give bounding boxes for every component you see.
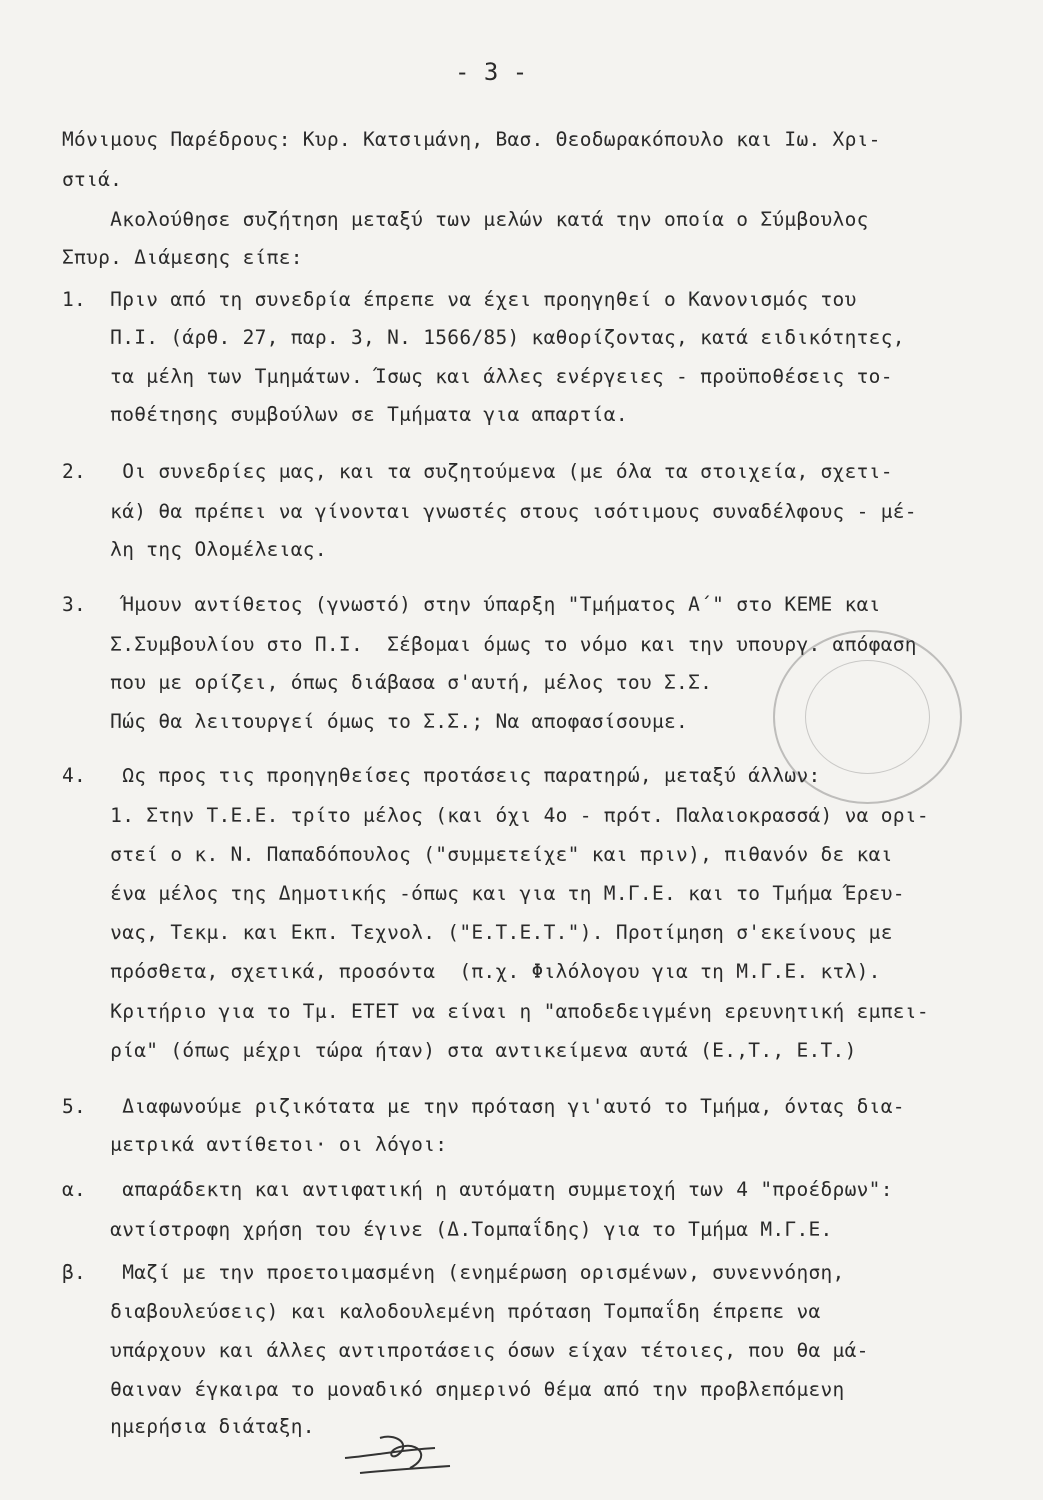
text-line: Π.Ι. (άρθ. 27, παρ. 3, Ν. 1566/85) καθορίζοντας, κατά ειδικότητες, xyxy=(62,326,905,349)
text-line: Ακολούθησε συζήτηση μεταξύ των μελών κατά την οποία ο Σύμβουλος xyxy=(62,208,869,231)
text-line: νας, Τεκμ. και Εκπ. Τεχνολ. ("Ε.Τ.Ε.Τ."). Προτίμηση σ'εκείνους με xyxy=(62,921,893,944)
official-stamp xyxy=(773,630,962,804)
text-line: Σ.Συμβουλίου στο Π.Ι. Σέβομαι όμως το νόμο και την υπουργ. απόφαση xyxy=(62,633,917,656)
text-line: Κριτήριο για το Τμ. ΕΤΕΤ να είναι η "αποδεδειγμένη ερευνητική εμπει- xyxy=(62,1000,929,1023)
text-line: ποθέτησης συμβούλων σε Τμήματα για απαρτία. xyxy=(62,403,628,426)
signature xyxy=(340,1428,460,1488)
text-line: ημερήσια διάταξη. xyxy=(62,1415,315,1438)
text-line: τα μέλη των Τμημάτων. Ίσως και άλλες ενέργειες - προϋποθέσεις το- xyxy=(62,365,893,388)
text-line: 2. Οι συνεδρίες μας, και τα συζητούμενα (με όλα τα στοιχεία, σχετι- xyxy=(62,460,893,483)
text-line: αντίστροφη χρήση του έγινε (Δ.Τομπαΐδης) για το Τμήμα Μ.Γ.Ε. xyxy=(62,1218,833,1241)
text-line: στιά. xyxy=(62,168,123,191)
text-line: 5. Διαφωνούμε ριζικότατα με την πρόταση γι'αυτό το Τμήμα, όντας δια- xyxy=(62,1095,905,1118)
text-line: πρόσθετα, σχετικά, προσόντα (π.χ. Φιλόλογου για τη Μ.Γ.Ε. κτλ). xyxy=(62,960,881,983)
text-line: που με ορίζει, όπως διάβασα σ'αυτή, μέλος του Σ.Σ. xyxy=(62,671,713,694)
text-line: 3. Ήμουν αντίθετος (γνωστό) στην ύπαρξη "Τμήματος Α΄" στο ΚΕΜΕ και xyxy=(62,593,881,616)
text-line: 4. Ως προς τις προηγηθείσες προτάσεις παρατηρώ, μεταξύ άλλων: xyxy=(62,764,821,787)
text-line: ένα μέλος της Δημοτικής -όπως και για τη Μ.Γ.Ε. και το Τμήμα Έρευ- xyxy=(62,882,905,905)
text-line: Σπυρ. Διάμεσης είπε: xyxy=(62,246,303,269)
text-line: Πώς θα λειτουργεί όμως το Σ.Σ.; Να αποφασίσουμε. xyxy=(62,710,689,733)
text-line: στεί ο κ. Ν. Παπαδόπουλος ("συμμετείχε" και πριν), πιθανόν δε και xyxy=(62,843,893,866)
text-line: Μόνιμους Παρέδρους: Κυρ. Κατσιμάνη, Βασ. Θεοδωρακόπουλο και Ιω. Χρι- xyxy=(62,128,881,151)
text-line: θαιναν έγκαιρα το μοναδικό σημερινό θέμα από την προβλεπόμενη xyxy=(62,1378,845,1401)
text-line: α. απαράδεκτη και αντιφατική η αυτόματη συμμετοχή των 4 "προέδρων": xyxy=(62,1178,893,1201)
page-number: - 3 - xyxy=(455,58,528,86)
text-line: ρία" (όπως μέχρι τώρα ήταν) στα αντικείμενα αυτά (Ε.,Τ., Ε.Τ.) xyxy=(62,1039,857,1062)
text-line: β. Μαζί με την προετοιμασμένη (ενημέρωση ορισμένων, συνεννόηση, xyxy=(62,1261,845,1284)
text-line: 1. Στην Τ.Ε.Ε. τρίτο μέλος (και όχι 4ο - πρότ. Παλαιοκρασσά) να ορι- xyxy=(62,804,929,827)
text-line: διαβουλεύσεις) και καλοδουλεμένη πρόταση Τομπαΐδη έπρεπε να xyxy=(62,1300,821,1323)
text-line: λη της Ολομέλειας. xyxy=(62,538,327,561)
text-line: 1. Πριν από τη συνεδρία έπρεπε να έχει προηγηθεί ο Κανονισμός του xyxy=(62,288,857,311)
text-line: κά) θα πρέπει να γίνονται γνωστές στους ισότιμους συναδέλφους - μέ- xyxy=(62,500,917,523)
text-line: υπάρχουν και άλλες αντιπροτάσεις όσων είχαν τέτοιες, που θα μά- xyxy=(62,1339,869,1362)
text-line: μετρικά αντίθετοι· οι λόγοι: xyxy=(62,1133,448,1156)
